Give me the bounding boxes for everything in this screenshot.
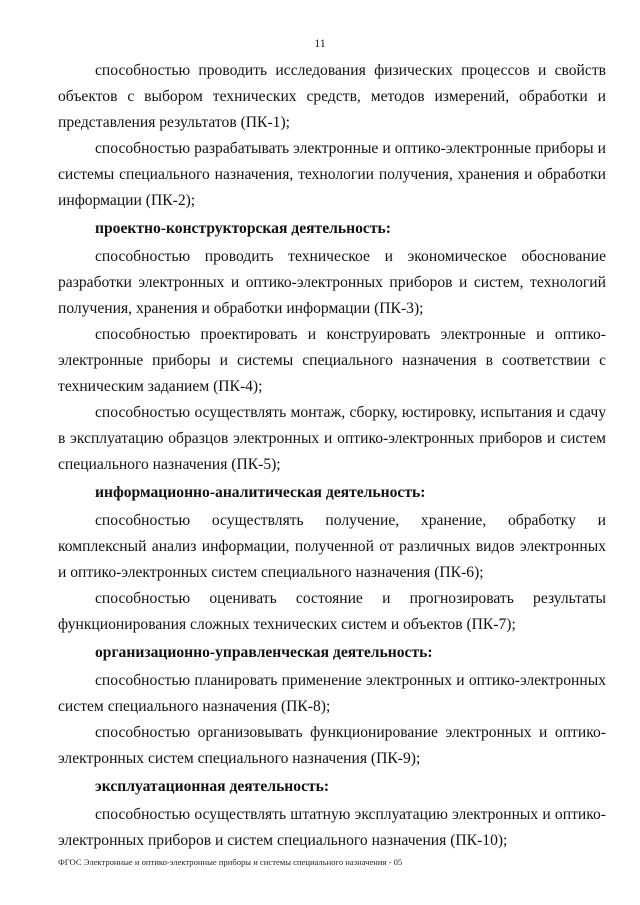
paragraph-pk9: способностью организовывать функционирование электронных и оптико-электронных систем специального назначения (ПК-9); xyxy=(58,724,606,767)
paragraph-pk4: способностью проектировать и конструировать электронные и оптико-электронные приборы и системы специального назначения в соответствии с техническим заданием (ПК-4); xyxy=(58,326,606,395)
section-heading-management: организационно-управленческая деятельность: xyxy=(95,644,433,661)
paragraph-pk5: способностью осуществлять монтаж, сборку, юстировку, испытания и сдачу в эксплуатацию образцов электронных и оптико-электронных приборов и систем специального назначения (ПК-5); xyxy=(58,404,606,473)
paragraph-pk8: способностью планировать применение электронных и оптико-электронных систем специального назначения (ПК-8); xyxy=(58,672,606,715)
page-number: 11 xyxy=(314,36,326,50)
paragraph-pk3: способностью проводить техническое и экономическое обоснование разработки электронных и оптико-электронных приборов и систем, технологий получения, хранения и обработки информации (ПК-3); xyxy=(58,248,606,317)
page-footer: ФГОС Электронные и оптико-электронные приборы и системы специального назначения - 05 xyxy=(58,857,403,867)
page-body xyxy=(58,58,606,854)
paragraph-pk1: способностью проводить исследования физических процессов и свойств объектов с выбором технических средств, методов измерений, обработки и представления результатов (ПК-1); xyxy=(58,62,606,131)
paragraph-pk6: способностью осуществлять получение, хранение, обработку и комплексный анализ информации, полученной от различных видов электронных и оптико-электронных систем специального назначения (ПК-6); xyxy=(58,512,606,581)
paragraph-pk2: способностью разрабатывать электронные и оптико-электронные приборы и системы специального назначения, технологии получения, хранения и обработки информации (ПК-2); xyxy=(58,140,606,209)
section-heading-design: проектно-конструкторская деятельность: xyxy=(95,220,391,237)
paragraph-pk7: способностью оценивать состояние и прогнозировать результаты функционирования сложных технических систем и объектов (ПК-7); xyxy=(58,590,606,633)
paragraph-pk10: способностью осуществлять штатную эксплуатацию электронных и оптико-электронных приборов и систем специального назначения (ПК-10); xyxy=(58,806,606,849)
section-heading-analytics: информационно-аналитическая деятельность: xyxy=(95,484,426,501)
section-heading-operation: эксплуатационная деятельность: xyxy=(95,778,330,795)
